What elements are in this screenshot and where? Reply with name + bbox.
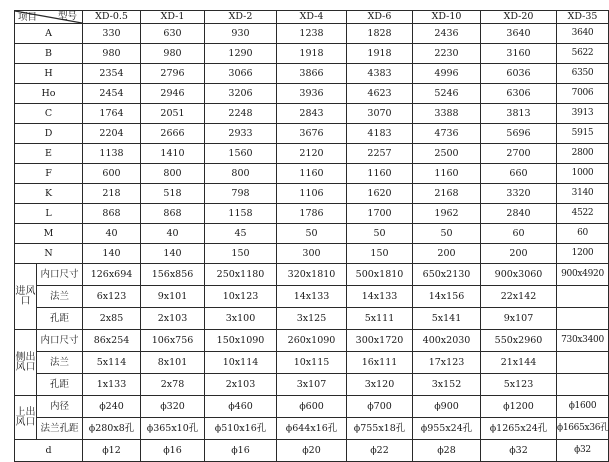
corner-model-label: 型号 xyxy=(57,11,77,22)
value-cell: 45 xyxy=(205,224,277,244)
value-cell: 3x107 xyxy=(277,374,347,396)
value-cell: 730x3400 xyxy=(557,330,609,352)
value-cell: 6350 xyxy=(557,64,609,84)
table-row xyxy=(15,396,609,418)
value-cell: 2796 xyxy=(141,64,205,84)
value-cell: 3x152 xyxy=(413,374,481,396)
value-cell: 900x3060 xyxy=(481,264,557,286)
value-cell: 2230 xyxy=(413,44,481,64)
sub-label: 法兰 xyxy=(37,352,83,374)
value-cell: 2843 xyxy=(277,104,347,124)
value-cell: 50 xyxy=(277,224,347,244)
value-cell: 17x123 xyxy=(413,352,481,374)
value-cell: 2x78 xyxy=(141,374,205,396)
value-cell: 650x2130 xyxy=(413,264,481,286)
value-cell: 2454 xyxy=(83,84,141,104)
value-cell: ϕ1265x24孔 xyxy=(481,418,557,440)
table-row xyxy=(15,64,609,84)
table-row xyxy=(15,184,609,204)
value-cell: 900x4920 xyxy=(557,264,609,286)
value-cell: 9x107 xyxy=(481,308,557,330)
table-row xyxy=(15,440,609,462)
value-cell: 106x756 xyxy=(141,330,205,352)
value-cell: 3x120 xyxy=(347,374,413,396)
value-cell: ϕ240 xyxy=(83,396,141,418)
table-row xyxy=(15,44,609,64)
value-cell: 4996 xyxy=(413,64,481,84)
value-cell: 4623 xyxy=(347,84,413,104)
value-cell: 1700 xyxy=(347,204,413,224)
sub-label: 孔距 xyxy=(37,374,83,396)
value-cell xyxy=(557,286,609,308)
dimension-label: d xyxy=(15,440,83,462)
value-cell: 1828 xyxy=(347,24,413,44)
value-cell: 200 xyxy=(481,244,557,264)
value-cell: 14x156 xyxy=(413,286,481,308)
value-cell: 1200 xyxy=(557,244,609,264)
value-cell: ϕ644x16孔 xyxy=(277,418,347,440)
value-cell: 800 xyxy=(141,164,205,184)
value-cell: 6x123 xyxy=(83,286,141,308)
value-cell: 260x1090 xyxy=(277,330,347,352)
value-cell: 1000 xyxy=(557,164,609,184)
value-cell: 218 xyxy=(83,184,141,204)
value-cell: 5x114 xyxy=(83,352,141,374)
value-cell: 60 xyxy=(481,224,557,244)
value-cell: 3320 xyxy=(481,184,557,204)
value-cell: 3640 xyxy=(481,24,557,44)
value-cell: 3388 xyxy=(413,104,481,124)
value-cell: 1786 xyxy=(277,204,347,224)
value-cell: 5x123 xyxy=(481,374,557,396)
value-cell: ϕ755x18孔 xyxy=(347,418,413,440)
value-cell: ϕ365x10孔 xyxy=(141,418,205,440)
value-cell: ϕ16 xyxy=(141,440,205,462)
model-header: XD-20 xyxy=(481,11,557,24)
value-cell: 320x1810 xyxy=(277,264,347,286)
value-cell: 14x133 xyxy=(277,286,347,308)
table-row xyxy=(15,104,609,124)
value-cell: 200 xyxy=(413,244,481,264)
table-row xyxy=(15,164,609,184)
value-cell: 9x101 xyxy=(141,286,205,308)
value-cell: 630 xyxy=(141,24,205,44)
value-cell: 868 xyxy=(83,204,141,224)
value-cell: ϕ12 xyxy=(83,440,141,462)
value-cell: ϕ460 xyxy=(205,396,277,418)
dimension-label: F xyxy=(15,164,83,184)
value-cell: 10x114 xyxy=(205,352,277,374)
dimension-label: N xyxy=(15,244,83,264)
value-cell: 2933 xyxy=(205,124,277,144)
value-cell: 3x125 xyxy=(277,308,347,330)
value-cell: 798 xyxy=(205,184,277,204)
value-cell: 980 xyxy=(83,44,141,64)
value-cell: 4383 xyxy=(347,64,413,84)
value-cell: 1160 xyxy=(413,164,481,184)
value-cell: 4736 xyxy=(413,124,481,144)
value-cell: 60 xyxy=(557,224,609,244)
value-cell: 550x2960 xyxy=(481,330,557,352)
value-cell: ϕ900 xyxy=(413,396,481,418)
table-row xyxy=(15,308,609,330)
value-cell: 2x103 xyxy=(205,374,277,396)
value-cell: 2051 xyxy=(141,104,205,124)
model-header: XD-6 xyxy=(347,11,413,24)
value-cell: 660 xyxy=(481,164,557,184)
value-cell: ϕ32 xyxy=(481,440,557,462)
value-cell: 1160 xyxy=(277,164,347,184)
value-cell: 50 xyxy=(413,224,481,244)
group-label: 进风口 xyxy=(15,264,37,330)
value-cell: 3070 xyxy=(347,104,413,124)
value-cell: 4183 xyxy=(347,124,413,144)
value-cell: 1238 xyxy=(277,24,347,44)
value-cell: 8x101 xyxy=(141,352,205,374)
value-cell: 3936 xyxy=(277,84,347,104)
value-cell: 4522 xyxy=(557,204,609,224)
value-cell: 1962 xyxy=(413,204,481,224)
value-cell: 500x1810 xyxy=(347,264,413,286)
value-cell: 3160 xyxy=(481,44,557,64)
value-cell: 6036 xyxy=(481,64,557,84)
dimension-label: L xyxy=(15,204,83,224)
corner-item-label: 项目 xyxy=(18,11,38,23)
value-cell: 3066 xyxy=(205,64,277,84)
dimension-label: C xyxy=(15,104,83,124)
value-cell: 50 xyxy=(347,224,413,244)
value-cell: 7006 xyxy=(557,84,609,104)
model-header: XD-0.5 xyxy=(83,11,141,24)
value-cell: 2248 xyxy=(205,104,277,124)
value-cell: 1106 xyxy=(277,184,347,204)
value-cell: 1410 xyxy=(141,144,205,164)
value-cell: 126x694 xyxy=(83,264,141,286)
value-cell: 22x142 xyxy=(481,286,557,308)
dimension-label: B xyxy=(15,44,83,64)
value-cell xyxy=(557,352,609,374)
value-cell: 5x111 xyxy=(347,308,413,330)
value-cell: 40 xyxy=(83,224,141,244)
value-cell: 930 xyxy=(205,24,277,44)
value-cell: 150 xyxy=(347,244,413,264)
value-cell: 1620 xyxy=(347,184,413,204)
value-cell: 2666 xyxy=(141,124,205,144)
value-cell: 1918 xyxy=(277,44,347,64)
sub-label: 内径 xyxy=(37,396,83,418)
dimension-label: D xyxy=(15,124,83,144)
value-cell: 86x254 xyxy=(83,330,141,352)
sub-label: 孔距 xyxy=(37,308,83,330)
value-cell: 5x141 xyxy=(413,308,481,330)
model-header: XD-1 xyxy=(141,11,205,24)
value-cell: 1x133 xyxy=(83,374,141,396)
model-header: XD-4 xyxy=(277,11,347,24)
sub-label: 内口尺寸 xyxy=(37,264,83,286)
value-cell: 2500 xyxy=(413,144,481,164)
value-cell: 250x1180 xyxy=(205,264,277,286)
value-cell xyxy=(557,308,609,330)
value-cell: 5622 xyxy=(557,44,609,64)
value-cell: 40 xyxy=(141,224,205,244)
value-cell: 1764 xyxy=(83,104,141,124)
value-cell: 330 xyxy=(83,24,141,44)
value-cell: 2700 xyxy=(481,144,557,164)
value-cell: 150 xyxy=(205,244,277,264)
table-row xyxy=(15,24,609,44)
value-cell: 800 xyxy=(205,164,277,184)
sub-label: 内口尺寸 xyxy=(37,330,83,352)
value-cell: 3813 xyxy=(481,104,557,124)
model-header: XD-10 xyxy=(413,11,481,24)
value-cell: 2840 xyxy=(481,204,557,224)
value-cell: ϕ16 xyxy=(205,440,277,462)
dimension-label: M xyxy=(15,224,83,244)
value-cell: ϕ280x8孔 xyxy=(83,418,141,440)
value-cell: 2168 xyxy=(413,184,481,204)
value-cell: 140 xyxy=(141,244,205,264)
value-cell: 5246 xyxy=(413,84,481,104)
table-row xyxy=(15,286,609,308)
value-cell: 300x1720 xyxy=(347,330,413,352)
dimension-label: K xyxy=(15,184,83,204)
value-cell: 10x115 xyxy=(277,352,347,374)
sub-label: 法兰 xyxy=(37,286,83,308)
value-cell: 3866 xyxy=(277,64,347,84)
value-cell: 3640 xyxy=(557,24,609,44)
table-row xyxy=(15,352,609,374)
value-cell: ϕ600 xyxy=(277,396,347,418)
value-cell: 2x103 xyxy=(141,308,205,330)
table-row xyxy=(15,204,609,224)
table-row xyxy=(15,264,609,286)
value-cell: 3206 xyxy=(205,84,277,104)
value-cell: ϕ22 xyxy=(347,440,413,462)
group-label: 侧出风口 xyxy=(15,330,37,396)
value-cell: 2354 xyxy=(83,64,141,84)
value-cell: 980 xyxy=(141,44,205,64)
value-cell: 2257 xyxy=(347,144,413,164)
table-row xyxy=(15,330,609,352)
value-cell: 1918 xyxy=(347,44,413,64)
value-cell: 5915 xyxy=(557,124,609,144)
value-cell: ϕ20 xyxy=(277,440,347,462)
value-cell: 2800 xyxy=(557,144,609,164)
table-row xyxy=(15,124,609,144)
value-cell: ϕ28 xyxy=(413,440,481,462)
value-cell: 2x85 xyxy=(83,308,141,330)
sub-label: 法兰孔距 xyxy=(37,418,83,440)
value-cell: 1160 xyxy=(347,164,413,184)
value-cell: 1560 xyxy=(205,144,277,164)
value-cell: 2946 xyxy=(141,84,205,104)
value-cell: 2120 xyxy=(277,144,347,164)
table-row xyxy=(15,84,609,104)
value-cell: 518 xyxy=(141,184,205,204)
header-row xyxy=(15,11,609,24)
dimension-label: Ho xyxy=(15,84,83,104)
value-cell: 300 xyxy=(277,244,347,264)
value-cell: ϕ320 xyxy=(141,396,205,418)
value-cell: ϕ700 xyxy=(347,396,413,418)
table-row xyxy=(15,244,609,264)
value-cell: 3676 xyxy=(277,124,347,144)
group-label: 上出风口 xyxy=(15,396,37,440)
value-cell: 1138 xyxy=(83,144,141,164)
dimension-table xyxy=(14,10,609,462)
value-cell: 3913 xyxy=(557,104,609,124)
value-cell: 1158 xyxy=(205,204,277,224)
dimension-label: A xyxy=(15,24,83,44)
value-cell: 3x100 xyxy=(205,308,277,330)
value-cell: 14x133 xyxy=(347,286,413,308)
table-row xyxy=(15,374,609,396)
value-cell: ϕ1665x36孔 xyxy=(557,418,609,440)
value-cell: ϕ32 xyxy=(557,440,609,462)
value-cell: ϕ1200 xyxy=(481,396,557,418)
value-cell: 600 xyxy=(83,164,141,184)
value-cell: 16x111 xyxy=(347,352,413,374)
table-row xyxy=(15,418,609,440)
value-cell: 21x144 xyxy=(481,352,557,374)
corner-cell xyxy=(15,11,83,24)
value-cell: 3140 xyxy=(557,184,609,204)
value-cell: 156x856 xyxy=(141,264,205,286)
value-cell: 6306 xyxy=(481,84,557,104)
value-cell: 868 xyxy=(141,204,205,224)
model-header: XD-2 xyxy=(205,11,277,24)
value-cell: 2436 xyxy=(413,24,481,44)
value-cell xyxy=(557,374,609,396)
value-cell: ϕ955x24孔 xyxy=(413,418,481,440)
value-cell: 400x2030 xyxy=(413,330,481,352)
value-cell: 150x1090 xyxy=(205,330,277,352)
value-cell: 2204 xyxy=(83,124,141,144)
table-row xyxy=(15,144,609,164)
dimension-label: H xyxy=(15,64,83,84)
value-cell: ϕ1600 xyxy=(557,396,609,418)
table-row xyxy=(15,224,609,244)
model-header: XD-35 xyxy=(557,11,609,24)
value-cell: 5696 xyxy=(481,124,557,144)
value-cell: ϕ510x16孔 xyxy=(205,418,277,440)
value-cell: 140 xyxy=(83,244,141,264)
value-cell: 10x123 xyxy=(205,286,277,308)
dimension-label: E xyxy=(15,144,83,164)
value-cell: 1290 xyxy=(205,44,277,64)
